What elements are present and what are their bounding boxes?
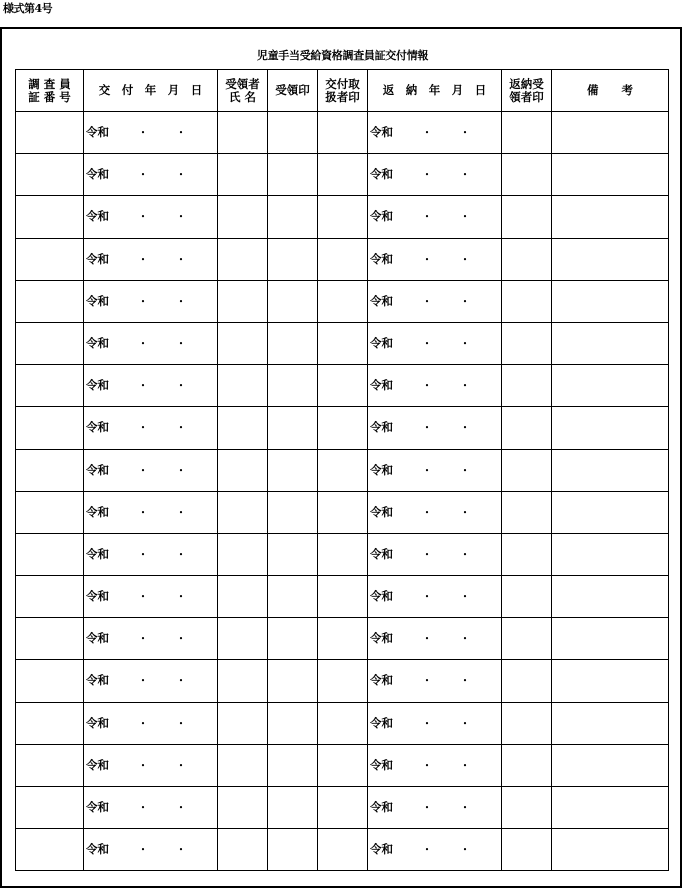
date-separator: ・ [176,170,186,182]
date-separator: ・ [460,676,470,688]
date-separator: ・ [138,128,148,139]
receipt-seal-cell[interactable] [268,576,318,618]
date-separator: ・ [176,338,186,350]
date-separator: ・ [138,549,148,561]
return-receiver-seal-cell[interactable] [502,322,552,364]
era-label: 令和 [86,504,109,519]
recipient-name-cell[interactable] [218,744,268,786]
receipt-seal-cell[interactable] [268,322,318,364]
issuer-seal-cell[interactable] [318,744,368,786]
investigator-id-cell[interactable] [16,618,84,660]
return-receiver-seal-cell[interactable] [502,491,552,533]
date-separator: ・ [138,718,148,730]
era-label: 令和 [370,757,393,772]
date-separator: ・ [460,296,470,308]
date-separator: ・ [138,170,148,182]
date-separator: ・ [422,423,432,435]
recipient-name-cell[interactable] [218,702,268,744]
investigator-id-cell[interactable] [16,407,84,449]
investigator-id-cell[interactable] [16,238,84,280]
investigator-id-cell[interactable] [16,491,84,533]
remarks-cell[interactable] [552,322,669,364]
date-separator: ・ [460,845,470,857]
era-label: 令和 [370,125,393,139]
return-date-cell[interactable] [368,491,502,533]
date-separator: ・ [460,507,470,519]
investigator-id-cell[interactable] [16,365,84,407]
era-label: 令和 [86,293,109,308]
date-separator: ・ [422,381,432,393]
return-receiver-seal-cell[interactable] [502,618,552,660]
date-separator: ・ [460,381,470,393]
issue-date-cell[interactable] [84,533,218,575]
return-receiver-seal-cell[interactable] [502,365,552,407]
recipient-name-cell[interactable] [218,491,268,533]
era-label: 令和 [370,335,393,350]
receipt-seal-cell[interactable] [268,407,318,449]
return-receiver-seal-cell[interactable] [502,829,552,871]
date-separator: ・ [176,549,186,561]
date-separator: ・ [176,592,186,604]
remarks-cell[interactable] [552,491,669,533]
table-row [16,660,669,702]
issuer-seal-cell[interactable] [318,449,368,491]
remarks-cell[interactable] [552,449,669,491]
recipient-name-cell[interactable] [218,407,268,449]
header-issuer-seal-line1: 交付取 [325,76,360,91]
header-return-receiver-seal-line2: 領者印 [509,89,544,104]
date-separator: ・ [460,254,470,266]
issue-date-cell[interactable] [84,829,218,871]
header-investigator-id-line1: 調 査 員 [28,76,71,91]
issue-date-cell[interactable] [84,449,218,491]
date-separator: ・ [176,423,186,435]
date-separator: ・ [422,254,432,266]
remarks-cell[interactable] [552,533,669,575]
date-separator: ・ [138,296,148,308]
receipt-seal-cell[interactable] [268,829,318,871]
date-separator: ・ [176,803,186,814]
issue-date-cell[interactable] [84,280,218,322]
date-separator: ・ [176,507,186,519]
header-issuer-seal-line2: 扱者印 [325,89,360,104]
receipt-seal-cell[interactable] [268,491,318,533]
date-separator: ・ [176,128,186,139]
remarks-cell[interactable] [552,660,669,702]
table-row [16,112,669,154]
era-label: 令和 [86,715,109,730]
table-row [16,829,669,871]
table-row [16,196,669,238]
issue-date-cell[interactable] [84,112,218,154]
issue-date-cell[interactable] [84,322,218,364]
investigator-id-cell[interactable] [16,154,84,196]
return-date-cell[interactable] [368,112,502,154]
date-separator: ・ [138,338,148,350]
table-row [16,576,669,618]
date-separator: ・ [422,170,432,182]
receipt-seal-cell[interactable] [268,449,318,491]
issuer-seal-cell[interactable] [318,154,368,196]
date-separator: ・ [176,212,186,224]
era-label: 令和 [370,800,393,814]
table-row [16,407,669,449]
era-label: 令和 [86,209,109,224]
era-label: 令和 [86,378,109,393]
issue-date-cell[interactable] [84,618,218,660]
header-issuer-seal [318,70,368,112]
recipient-name-cell[interactable] [218,660,268,702]
return-date-cell[interactable] [368,533,502,575]
investigator-id-cell[interactable] [16,280,84,322]
recipient-name-cell[interactable] [218,112,268,154]
date-separator: ・ [422,338,432,350]
recipient-name-cell[interactable] [218,154,268,196]
issuer-seal-cell[interactable] [318,322,368,364]
date-separator: ・ [422,549,432,561]
table-body [16,112,669,871]
return-date-cell[interactable] [368,660,502,702]
date-separator: ・ [138,465,148,477]
issuer-seal-cell[interactable] [318,829,368,871]
receipt-seal-cell[interactable] [268,196,318,238]
investigator-id-cell[interactable] [16,533,84,575]
date-separator: ・ [460,549,470,561]
recipient-name-cell[interactable] [218,280,268,322]
date-separator: ・ [460,465,470,477]
date-separator: ・ [422,212,432,224]
remarks-cell[interactable] [552,280,669,322]
date-separator: ・ [422,592,432,604]
remarks-cell[interactable] [552,407,669,449]
receipt-seal-cell[interactable] [268,154,318,196]
date-separator: ・ [460,128,470,139]
return-receiver-seal-cell[interactable] [502,280,552,322]
return-receiver-seal-cell[interactable] [502,702,552,744]
era-label: 令和 [370,251,393,266]
era-label: 令和 [86,800,109,814]
remarks-cell[interactable] [552,576,669,618]
date-separator: ・ [138,507,148,519]
header-receipt-seal [268,70,318,112]
header-return-receiver-seal [502,70,552,112]
header-issue-date-label: 交 付 年 月 日 [98,83,203,97]
table-row [16,744,669,786]
date-separator: ・ [422,296,432,308]
date-separator: ・ [176,845,186,857]
issuer-seal-cell[interactable] [318,112,368,154]
receipt-seal-cell[interactable] [268,787,318,829]
table-row [16,322,669,364]
recipient-name-cell[interactable] [218,787,268,829]
era-label: 令和 [86,251,109,266]
remarks-cell[interactable] [552,618,669,660]
date-separator: ・ [460,760,470,772]
return-date-cell[interactable] [368,829,502,871]
era-label: 令和 [86,842,109,857]
date-separator: ・ [176,718,186,730]
date-separator: ・ [176,254,186,266]
issue-date-cell[interactable] [84,154,218,196]
return-receiver-seal-cell[interactable] [502,660,552,702]
issue-date-cell[interactable] [84,660,218,702]
table-row [16,702,669,744]
remarks-cell[interactable] [552,365,669,407]
receipt-seal-cell[interactable] [268,533,318,575]
investigator-id-cell[interactable] [16,660,84,702]
era-label: 令和 [86,462,109,477]
recipient-name-cell[interactable] [218,322,268,364]
header-investigator-id-line2: 証 番 号 [28,89,71,104]
return-date-cell[interactable] [368,618,502,660]
era-label: 令和 [370,167,393,182]
return-date-cell[interactable] [368,238,502,280]
date-separator: ・ [176,676,186,688]
issue-date-cell[interactable] [84,238,218,280]
date-separator: ・ [422,718,432,730]
issuer-seal-cell[interactable] [318,533,368,575]
date-separator: ・ [422,760,432,772]
investigator-id-cell[interactable] [16,449,84,491]
table-row [16,238,669,280]
date-separator: ・ [176,296,186,308]
record-table [15,69,669,871]
receipt-seal-cell[interactable] [268,365,318,407]
era-label: 令和 [370,420,393,435]
remarks-cell[interactable] [552,154,669,196]
era-label: 令和 [370,673,393,688]
receipt-seal-cell[interactable] [268,660,318,702]
date-separator: ・ [460,803,470,814]
era-label: 令和 [370,715,393,730]
date-separator: ・ [422,803,432,814]
era-label: 令和 [86,125,109,139]
return-date-cell[interactable] [368,322,502,364]
header-recipient-name [218,70,268,112]
era-label: 令和 [370,462,393,477]
issue-date-cell[interactable] [84,407,218,449]
return-date-cell[interactable] [368,154,502,196]
return-receiver-seal-cell[interactable] [502,744,552,786]
era-label: 令和 [370,209,393,224]
table-row [16,618,669,660]
date-separator: ・ [138,254,148,266]
date-separator: ・ [138,845,148,857]
issuer-seal-cell[interactable] [318,491,368,533]
date-separator: ・ [138,803,148,814]
issue-date-cell[interactable] [84,744,218,786]
issuer-seal-cell[interactable] [318,787,368,829]
date-separator: ・ [138,676,148,688]
date-separator: ・ [422,128,432,139]
remarks-cell[interactable] [552,787,669,829]
header-return-receiver-seal-line1: 返納受 [509,76,544,91]
recipient-name-cell[interactable] [218,196,268,238]
date-separator: ・ [460,718,470,730]
issuer-seal-cell[interactable] [318,238,368,280]
issuer-seal-cell[interactable] [318,280,368,322]
era-label: 令和 [370,504,393,519]
issuer-seal-cell[interactable] [318,196,368,238]
date-separator: ・ [460,634,470,646]
era-label: 令和 [370,546,393,561]
investigator-id-cell[interactable] [16,322,84,364]
date-separator: ・ [176,634,186,646]
era-label: 令和 [86,757,109,772]
investigator-id-cell[interactable] [16,702,84,744]
era-label: 令和 [86,420,109,435]
era-label: 令和 [370,589,393,604]
era-label: 令和 [86,631,109,646]
date-separator: ・ [138,634,148,646]
issuer-seal-cell[interactable] [318,407,368,449]
return-receiver-seal-cell[interactable] [502,238,552,280]
investigator-id-cell[interactable] [16,576,84,618]
return-receiver-seal-cell[interactable] [502,196,552,238]
table-row [16,154,669,196]
return-date-cell[interactable] [368,787,502,829]
return-date-cell[interactable] [368,407,502,449]
issuer-seal-cell[interactable] [318,618,368,660]
header-remarks-label: 備 考 [587,83,633,97]
remarks-cell[interactable] [552,112,669,154]
date-separator: ・ [176,465,186,477]
date-separator: ・ [460,423,470,435]
header-investigator-id [16,70,84,112]
remarks-cell[interactable] [552,702,669,744]
remarks-cell[interactable] [552,829,669,871]
issuer-seal-cell[interactable] [318,702,368,744]
date-separator: ・ [422,845,432,857]
date-separator: ・ [422,634,432,646]
form-number: 様式第4号 [3,2,53,15]
recipient-name-cell[interactable] [218,576,268,618]
era-label: 令和 [86,335,109,350]
era-label: 令和 [370,378,393,393]
issuer-seal-cell[interactable] [318,576,368,618]
date-separator: ・ [460,338,470,350]
receipt-seal-cell[interactable] [268,112,318,154]
remarks-cell[interactable] [552,196,669,238]
remarks-cell[interactable] [552,744,669,786]
header-receipt-seal-label: 受領印 [275,83,310,97]
date-separator: ・ [460,170,470,182]
date-separator: ・ [138,212,148,224]
issue-date-cell[interactable] [84,702,218,744]
header-return-date [368,70,502,112]
era-label: 令和 [370,631,393,646]
return-receiver-seal-cell[interactable] [502,112,552,154]
recipient-name-cell[interactable] [218,618,268,660]
date-separator: ・ [176,381,186,393]
recipient-name-cell[interactable] [218,365,268,407]
date-separator: ・ [138,381,148,393]
date-separator: ・ [460,592,470,604]
era-label: 令和 [370,293,393,308]
remarks-cell[interactable] [552,238,669,280]
header-row [16,70,669,112]
issue-date-cell[interactable] [84,576,218,618]
recipient-name-cell[interactable] [218,449,268,491]
table-row [16,787,669,829]
recipient-name-cell[interactable] [218,238,268,280]
issue-date-cell[interactable] [84,196,218,238]
header-remarks [552,70,669,112]
receipt-seal-cell[interactable] [268,618,318,660]
table-row [16,449,669,491]
issuer-seal-cell[interactable] [318,365,368,407]
date-separator: ・ [138,760,148,772]
table-row [16,491,669,533]
issue-date-cell[interactable] [84,491,218,533]
table-row [16,533,669,575]
issue-date-cell[interactable] [84,787,218,829]
date-separator: ・ [422,507,432,519]
era-label: 令和 [86,167,109,182]
date-separator: ・ [138,423,148,435]
date-separator: ・ [138,592,148,604]
investigator-id-cell[interactable] [16,829,84,871]
header-recipient-name-line2: 氏 名 [228,89,256,104]
return-date-cell[interactable] [368,744,502,786]
return-receiver-seal-cell[interactable] [502,154,552,196]
return-date-cell[interactable] [368,449,502,491]
investigator-id-cell[interactable] [16,112,84,154]
return-receiver-seal-cell[interactable] [502,407,552,449]
receipt-seal-cell[interactable] [268,702,318,744]
receipt-seal-cell[interactable] [268,280,318,322]
header-return-date-label: 返 納 年 月 日 [382,83,487,97]
return-receiver-seal-cell[interactable] [502,576,552,618]
investigator-id-cell[interactable] [16,744,84,786]
issuer-seal-cell[interactable] [318,660,368,702]
return-date-cell[interactable] [368,280,502,322]
return-date-cell[interactable] [368,365,502,407]
date-separator: ・ [176,760,186,772]
investigator-id-cell[interactable] [16,196,84,238]
return-date-cell[interactable] [368,196,502,238]
era-label: 令和 [86,673,109,688]
date-separator: ・ [460,212,470,224]
era-label: 令和 [370,842,393,857]
return-receiver-seal-cell[interactable] [502,533,552,575]
investigator-id-cell[interactable] [16,787,84,829]
date-separator: ・ [422,676,432,688]
recipient-name-cell[interactable] [218,829,268,871]
table-row [16,280,669,322]
era-label: 令和 [86,546,109,561]
receipt-seal-cell[interactable] [268,238,318,280]
return-date-cell[interactable] [368,576,502,618]
return-receiver-seal-cell[interactable] [502,449,552,491]
return-date-cell[interactable] [368,702,502,744]
receipt-seal-cell[interactable] [268,744,318,786]
return-receiver-seal-cell[interactable] [502,787,552,829]
recipient-name-cell[interactable] [218,533,268,575]
date-separator: ・ [422,465,432,477]
header-issue-date [84,70,218,112]
header-recipient-name-line1: 受領者 [225,76,260,91]
page-title: 児童手当受給資格調査員証交付情報 [256,49,429,62]
era-label: 令和 [86,589,109,604]
table-row [16,365,669,407]
issue-date-cell[interactable] [84,365,218,407]
